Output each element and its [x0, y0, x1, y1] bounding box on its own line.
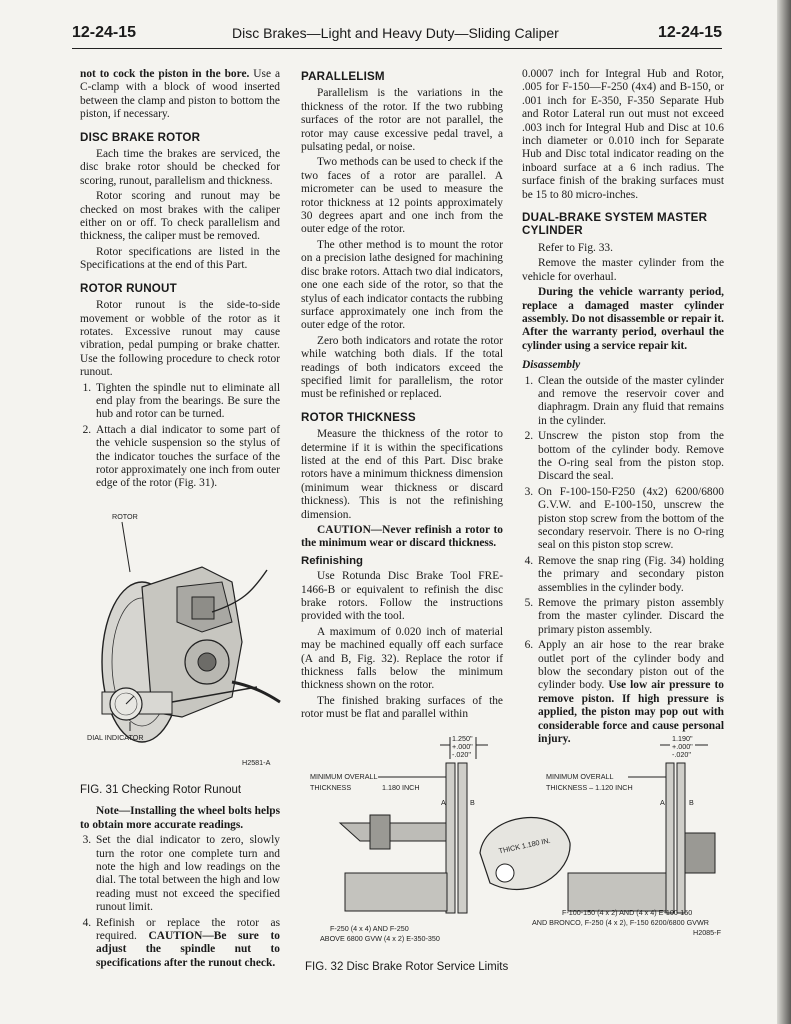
list-item: 5. Remove the primary piston assembly from the master cylinder. Discard the primary piston assembly.	[536, 597, 724, 637]
page-binding-edge	[777, 0, 791, 1024]
fig31-code: H2581-A	[242, 758, 271, 767]
right-dim-1: 1.190"	[672, 734, 693, 743]
header-rule	[72, 48, 722, 49]
right-dim-2: +.000"	[672, 742, 693, 751]
page-title: Disc Brakes—Light and Heavy Duty—Sliding Caliper	[232, 25, 559, 41]
runout-steps-b	[80, 834, 280, 970]
step4-caution: CAUTION—Be sure to adjust the spindle nut to specifications after the runout check.	[96, 930, 280, 969]
fig32-caption: FIG. 32 Disc Brake Rotor Service Limits	[305, 961, 509, 973]
paragraph: Refer to Fig. 33.	[538, 241, 613, 254]
column-3	[522, 68, 724, 749]
runout-steps-a	[80, 382, 280, 491]
heading-rotor-runout: ROTOR RUNOUT	[80, 281, 177, 295]
rotor-stamp: THICK 1.180 IN.	[497, 835, 552, 856]
lead-paragraph	[80, 68, 280, 122]
column-1-lower	[80, 778, 280, 972]
right-min-label-2: THICKNESS – 1.120 INCH	[546, 783, 633, 792]
paragraph: Use Rotunda Disc Brake Tool FRE-1466-B or equivalent to refinish the disc brake rotors. Follow the instructions provided with the tool.	[301, 570, 503, 623]
left-min-value: 1.180 INCH	[382, 783, 420, 792]
warranty-notice: During the vehicle warranty period, replace a damaged master cylinder assembly. Do not disassemble or repair it. After the warranty period, overhaul the cylinder using a service repair kit.	[522, 286, 724, 352]
paragraph: Rotor specifications are listed in the Specifications at the end of this Part.	[80, 245, 280, 272]
left-min-label-1: MINIMUM OVERALL	[310, 772, 378, 781]
list-item: 3. On F-100-150-F250 (4x2) 6200/6800 G.V.W. and E-100-150, unscrew the piston stop screw from the bottom of the secondary reservoir. There is no O-ring seal on this piston stop screw.	[536, 486, 724, 553]
list-item	[94, 917, 280, 971]
left-model-2: ABOVE 6800 GVW (4 x 2) E-350-350	[320, 934, 440, 943]
left-dim-1: 1.250"	[452, 734, 473, 743]
lead-bold: not to cock the piston in the bore.	[80, 68, 250, 80]
paragraph: Parallelism is the variations in the thickness of the rotor. If the two rubbing surfaces of the rotor are not parallel, the rotor may cause excessive pedal travel, a pulsating pedal, or noise.	[301, 87, 503, 154]
column-2	[301, 68, 503, 724]
heading-disassembly: Disassembly	[522, 359, 581, 372]
heading-refinishing: Refinishing	[301, 554, 364, 567]
left-dim-3: -.020"	[452, 750, 471, 759]
paragraph: 0.0007 inch for Integral Hub and Rotor, .005 for F-150—F-250 (4x4) and B-150, or .001 inch for E-350, F-350 Separate Hub and Rotor Lateral run out must not exceed .003 inch for Integral Hub and Disc at 10.6 inch diameter or 0.010 inch for Separate Hub and Disc total indicator reading on the inboard surface at a 6 inch radius. The surface finish of the braking surfaces must be 15 to 80 micro-inches.	[522, 68, 724, 201]
left-label-b: B	[470, 798, 475, 807]
fig31-label-rotor: ROTOR	[112, 512, 138, 521]
list-item: 2. Unscrew the piston stop from the bottom of the cylinder body. Remove the O-ring seal from the piston stop. Discard the seal.	[536, 430, 724, 484]
list-item: 4. Remove the snap ring (Fig. 34) holding the primary and secondary piston assemblies in the cylinder body.	[536, 555, 724, 595]
paragraph: Measure the thickness of the rotor to determine if it is within the specifications listed at the end of this Part. Disc brake rotors have a minimum thickness dimension (minimum wear thickness or discard thickness). This is not the refinishing dimension.	[301, 428, 503, 521]
list-item: 1. Tighten the spindle nut to eliminate all end play from the bearings. Be sure the hub and rotor can be turned.	[94, 382, 280, 422]
list-item: 2. Attach a dial indicator to some part of the vehicle suspension so the stylus of the indicator touches the surface of the rotor approximately one inch from outer edge of the rotor (Fig. 31).	[94, 424, 280, 491]
left-min-label-2: THICKNESS	[310, 783, 352, 792]
right-dim-3: -.020"	[672, 750, 691, 759]
fig31-caption: FIG. 31 Checking Rotor Runout	[80, 784, 242, 796]
rotor-illustration	[82, 512, 282, 772]
paragraph: Each time the brakes are serviced, the disc brake rotor should be checked for scoring, runout, parallelism and thickness.	[80, 148, 280, 187]
list-item	[536, 639, 724, 746]
paragraph: Rotor scoring and runout may be checked on most brakes with the caliper either on or off. To check parallelism and thickness, the caliper must be removed.	[80, 190, 280, 243]
right-label-a: A	[660, 798, 665, 807]
step6-warning: Use low air pressure to remove piston. If high pressure is applied, the piston may pop out with considerable force and cause personal injury.	[538, 679, 724, 746]
page-number-right: 12-24-15	[657, 24, 722, 41]
paragraph: The finished braking surfaces of the rotor must be flat and parallel within	[301, 694, 503, 721]
disassembly-steps	[522, 375, 724, 747]
page-number-left: 12-24-15	[72, 24, 137, 41]
left-model-1: F-250 (4 x 4) AND F-250	[330, 924, 409, 933]
right-model-2: AND BRONCO, F-250 (4 x 2), F-150 6200/6800 GVWR	[532, 918, 709, 927]
step6-text: Apply an air hose to the rear brake outlet port of the cylinder body and blow the secondary piston out of the cylinder body.	[538, 639, 724, 692]
paragraph: The other method is to mount the rotor on a precision lathe designed for machining disc brake rotors. Attach two dial indicators, one one each side of the rotor, so that the stylus of each indicator contacts the rubbing surface approximately one inch from the outer edge of the rotor.	[301, 238, 503, 332]
heading-disc-brake-rotor: DISC BRAKE ROTOR	[80, 130, 201, 144]
paragraph: Zero both indicators and rotate the rotor while watching both dials. If the total readings of both indicators exceed the specified limit for parallelism, the rotor must be refinished or replaced.	[301, 334, 503, 401]
caution-refinish: CAUTION—Never refinish a rotor to the minimum wear or discard thickness.	[301, 524, 503, 550]
heading-rotor-thickness: ROTOR THICKNESS	[301, 410, 416, 424]
left-dim-2: +.000"	[452, 742, 473, 751]
list-item: 3. Set the dial indicator to zero, slowly turn the rotor one complete turn and note the high and low readings on the dial. The total between the high and low reading must not exceed the specified runout limit.	[94, 834, 280, 914]
heading-parallelism: PARALLELISM	[301, 70, 385, 83]
note: Note—Installing the wheel bolts helps to obtain more accurate readings.	[80, 805, 280, 831]
lead-rest: Use a C-clamp with a block of wood inserted between the clamp and piston to bottom the piston, if necessary.	[80, 68, 281, 121]
right-model-1: F-100-150 (4 x 2) AND (4 x 4) E-100-150	[562, 908, 693, 917]
fig31-label-dial-indicator: DIAL INDICATOR	[87, 733, 144, 742]
paragraph: Remove the master cylinder from the vehicle for overhaul.	[522, 257, 724, 283]
left-label-a: A	[441, 798, 446, 807]
paragraph: Two methods can be used to check if the two faces of a rotor are parallel. A micrometer can be used to measure the rotor thickness at 12 points approximately 30 degrees apart and one inch from the outer edge of the rotor.	[301, 156, 503, 236]
paragraph: A maximum of 0.020 inch of material may be machined equally off each surface (A and B, Fig. 32). Replace the rotor if thickness falls below the minimum thickness shown on the rotor.	[301, 625, 503, 692]
list-item: 1. Clean the outside of the master cylinder and remove the reservoir cover and diaphragm. Drain any fluid that remains in the cylinder.	[536, 375, 724, 429]
page-header	[72, 22, 722, 52]
figure-31-rotor-runout	[82, 512, 282, 772]
column-1	[80, 68, 280, 493]
step4-text: Refinish or replace the rotor as required.	[96, 916, 280, 943]
fig32-code: H2085-F	[693, 928, 721, 937]
right-min-label-1: MINIMUM OVERALL	[546, 772, 614, 781]
paragraph: Rotor runout is the side-to-side movement or wobble of the rotor as it rotates. Excessive runout may cause vibration, pedal pumping or brake chatter. Use the following procedure to check rotor runout.	[80, 299, 280, 379]
heading-dual-brake-master-cylinder: DUAL-BRAKE SYSTEM MASTER CYLINDER	[522, 211, 708, 238]
rotor-limits-illustration	[300, 733, 730, 953]
figure-32-rotor-service-limits	[300, 733, 730, 953]
right-label-b: B	[689, 798, 694, 807]
